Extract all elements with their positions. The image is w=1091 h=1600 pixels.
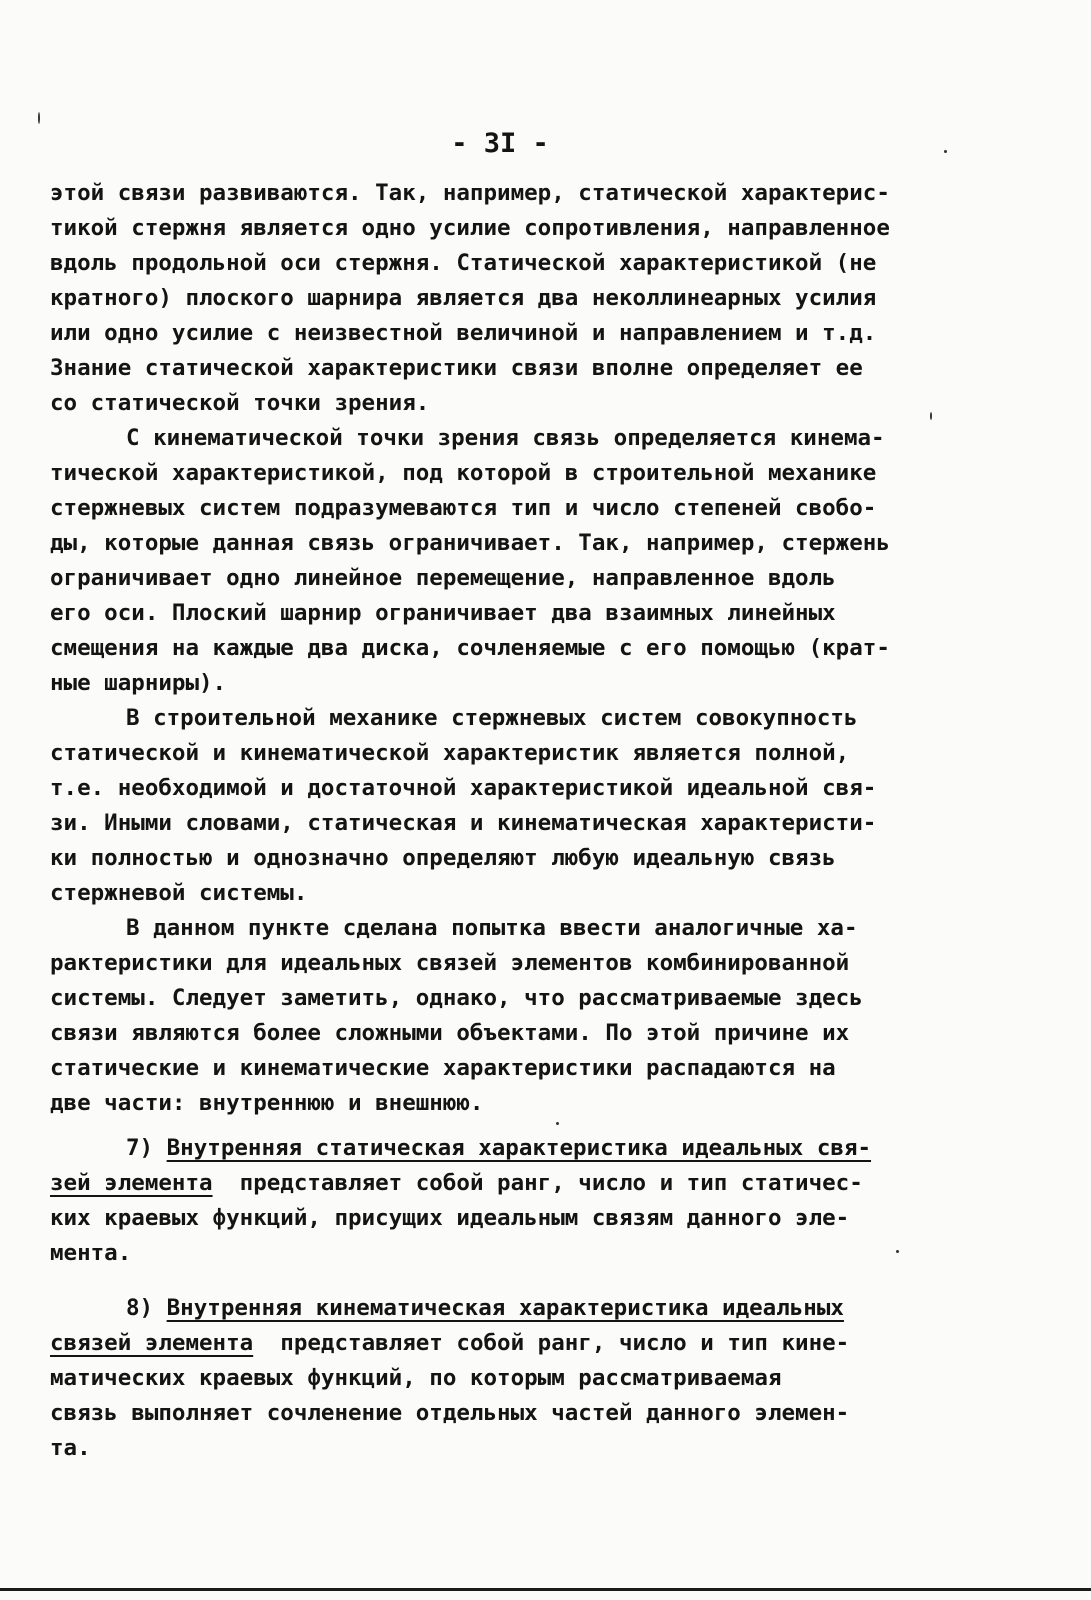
definition-number: 7)	[126, 1135, 154, 1161]
text-line: рактеристики для идеальных связей элементов комбинированной	[50, 950, 850, 976]
page-number: - 3I -	[451, 128, 549, 159]
text-line: зи. Иными словами, статическая и кинематическая характеристи-	[50, 810, 877, 836]
text-line: две части: внутреннюю и внешнюю.	[50, 1090, 484, 1116]
definition-text: представляет собой ранг, число и тип кине-	[253, 1330, 850, 1356]
text-line: В строительной механике стержневых систем совокупность	[126, 705, 858, 731]
text-line: тикой стержня является одно усилие сопротивления, направленное	[50, 215, 890, 241]
text-line: статической и кинематической характеристик является полной,	[50, 740, 850, 766]
scan-mark	[38, 112, 40, 124]
defined-term: Внутренняя кинематическая характеристика идеальных	[166, 1295, 844, 1321]
text-line: системы. Следует заметить, однако, что рассматриваемые здесь	[50, 985, 863, 1011]
text-line: ные шарниры).	[50, 670, 227, 696]
defined-term: Внутренняя статическая характеристика идеальных свя-	[166, 1135, 872, 1161]
spacer	[50, 1121, 970, 1131]
text-line	[50, 1131, 970, 1166]
defined-term: зей элемента	[50, 1170, 213, 1196]
text-line: стержневой системы.	[50, 880, 308, 906]
definition-7	[50, 1131, 970, 1271]
text-line: В данном пункте сделана попытка ввести аналогичные ха-	[126, 915, 858, 941]
definition-8	[50, 1291, 970, 1466]
text-line: т.е. необходимой и достаточной характеристикой идеальной свя-	[50, 775, 877, 801]
text-line: со статической точки зрения.	[50, 390, 430, 416]
text-line	[50, 1326, 970, 1361]
spacer	[50, 1271, 970, 1281]
paragraph	[50, 421, 970, 701]
scan-edge-line	[0, 1588, 1091, 1591]
text-line: кратного) плоского шарнира является два неколлинеарных усилия	[50, 285, 877, 311]
text-line: стержневых систем подразумеваются тип и число степеней свобо-	[50, 495, 877, 521]
text-line	[50, 1291, 970, 1326]
text-line: та.	[50, 1435, 91, 1461]
text-line: вдоль продольной оси стержня. Статической характеристикой (не	[50, 250, 877, 276]
text-line: статические и кинематические характеристики распадаются на	[50, 1055, 836, 1081]
text-line: смещения на каждые два диска, сочленяемые с его помощью (крат-	[50, 635, 890, 661]
text-line: ки полностью и однозначно определяют любую идеальную связь	[50, 845, 836, 871]
defined-term: связей элемента	[50, 1330, 254, 1356]
definition-number: 8)	[126, 1295, 154, 1321]
text-line: тической характеристикой, под которой в строительной механике	[50, 460, 877, 486]
paragraph	[50, 911, 970, 1121]
text-line: С кинематической точки зрения связь определяется кинема-	[126, 425, 885, 451]
text-line: мента.	[50, 1240, 132, 1266]
spacer	[50, 1281, 970, 1291]
text-line: связи являются более сложными объектами. По этой причине их	[50, 1020, 850, 1046]
text-line: ограничивает одно линейное перемещение, направленное вдоль	[50, 565, 836, 591]
definition-text: представляет собой ранг, число и тип статичес-	[212, 1170, 863, 1196]
paragraph	[50, 701, 970, 911]
paragraph	[50, 176, 970, 421]
text-line: Знание статической характеристики связи вполне определяет ее	[50, 355, 863, 381]
page-body	[50, 176, 970, 1466]
text-line: этой связи развиваются. Так, например, статической характерис-	[50, 180, 890, 206]
text-line: связь выполняет сочленение отдельных частей данного элемен-	[50, 1400, 850, 1426]
text-line	[50, 1166, 970, 1201]
text-line: или одно усилие с неизвестной величиной и направлением и т.д.	[50, 320, 877, 346]
text-line: матических краевых функций, по которым рассматриваемая	[50, 1365, 782, 1391]
text-line: ких краевых функций, присущих идеальным связям данного эле-	[50, 1205, 850, 1231]
text-line: его оси. Плоский шарнир ограничивает два взаимных линейных	[50, 600, 836, 626]
text-line: ды, которые данная связь ограничивает. Так, например, стержень	[50, 530, 890, 556]
